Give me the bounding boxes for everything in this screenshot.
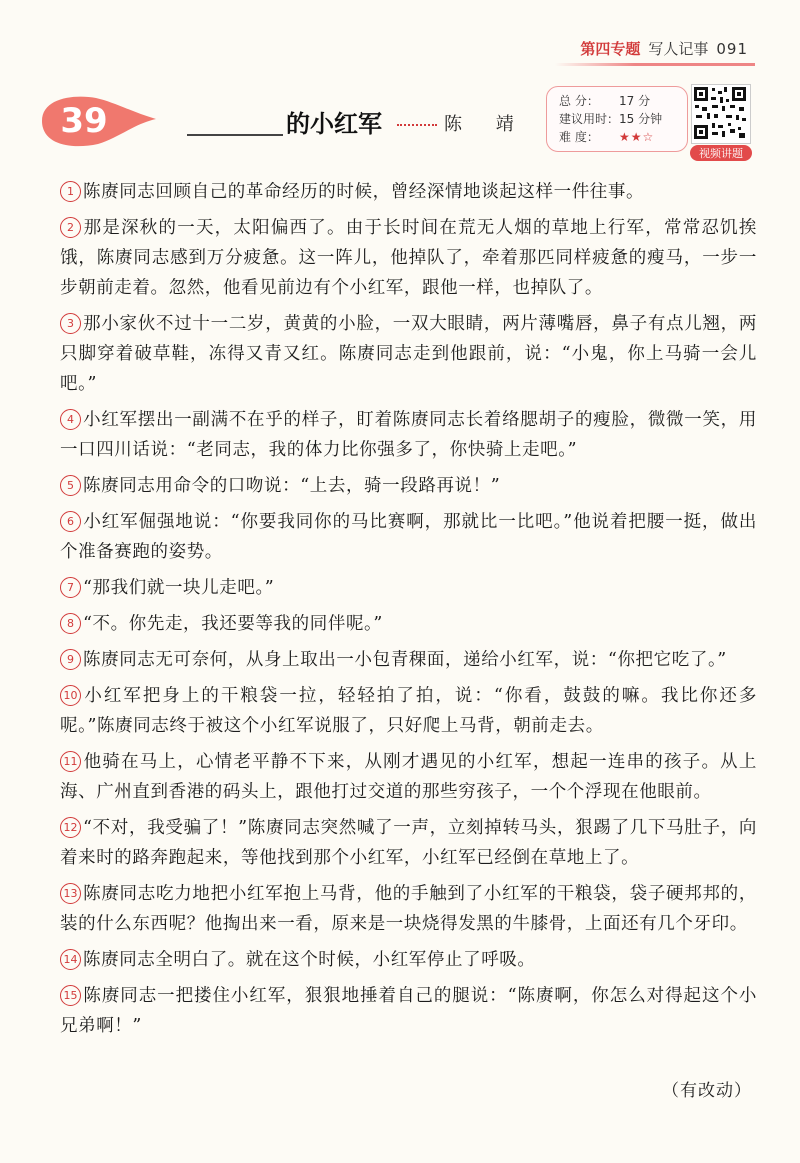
- paragraph-7: [60, 573, 757, 603]
- paragraph-number-badge: 12: [60, 817, 81, 838]
- paragraph-text: 陈赓同志全明白了。就在这个时候，小红军停止了呼吸。: [83, 950, 536, 970]
- paragraph-2: [60, 213, 757, 303]
- title-dotted-leader: [397, 124, 437, 126]
- paragraph-number-badge: 13: [60, 883, 81, 904]
- paragraph-12: [60, 813, 757, 873]
- paragraph-5: [60, 471, 757, 501]
- paragraph-10: [60, 681, 757, 741]
- paragraph-text: “不。你先走，我还要等我的同伴呢。”: [83, 614, 383, 634]
- article-body: [60, 177, 757, 1047]
- qr-code-icon[interactable]: [691, 84, 751, 144]
- paragraph-number-badge: 11: [60, 751, 81, 772]
- paragraph-9: [60, 645, 757, 675]
- paragraph-number-badge: 4: [60, 409, 81, 430]
- video-explanation-button[interactable]: 视频讲题: [690, 145, 752, 161]
- paragraph-text: “那我们就一块儿走吧。”: [83, 578, 275, 598]
- paragraph-number-badge: 15: [60, 985, 81, 1006]
- paragraph-text: 陈赓同志吃力地把小红军抱上马背，他的手触到了小红军的干粮袋，袋子硬邦邦的，装的什么东西呢？他掏出来一看，原来是一块烧得发黑的牛膝骨，上面还有几个牙印。: [60, 884, 757, 934]
- paragraph-4: [60, 405, 757, 465]
- paragraph-number-badge: 3: [60, 313, 81, 334]
- author-name: 陈 靖: [444, 114, 528, 135]
- lesson-number-badge: [34, 92, 158, 150]
- time-value: 15 分钟: [619, 112, 663, 126]
- paragraph-text: “不对，我受骗了！”陈赓同志突然喊了一声，立刻掉转马头，狠踢了几下马肚子，向着来时的路奔跑起来，等他找到那个小红军，小红军已经倒在草地上了。: [60, 818, 757, 868]
- section-label: 写人记事: [648, 40, 709, 58]
- paragraph-number-badge: 10: [60, 685, 81, 706]
- paragraph-8: [60, 609, 757, 639]
- difficulty-label: 难 度：: [559, 130, 599, 144]
- info-box: [546, 86, 688, 152]
- lesson-number: 39: [60, 101, 108, 141]
- paragraph-number-badge: 7: [60, 577, 81, 598]
- paragraph-text: 小红军摆出一副满不在乎的样子，盯着陈赓同志长着络腮胡子的瘦脸，微微一笑，用一口四川话说：“老同志，我的体力比你强多了，你快骑上走吧。”: [60, 410, 757, 460]
- info-difficulty-row: [559, 128, 654, 145]
- score-value: 17 分: [619, 94, 651, 108]
- paragraph-text: 陈赓同志回顾自己的革命经历的时候，曾经深情地谈起这样一件往事。: [83, 182, 645, 202]
- difficulty-stars-icon: ★★☆: [619, 130, 655, 144]
- paragraph-text: 陈赓同志一把搂住小红军，狠狠地捶着自己的腿说：“陈赓啊，你怎么对得起这个小兄弟啊！”: [60, 986, 757, 1036]
- paragraph-6: [60, 507, 757, 567]
- paragraph-text: 那小家伙不过十一二岁，黄黄的小脸，一双大眼睛，两片薄嘴唇，鼻子有点儿翘，两只脚穿着破草鞋，冻得又青又红。陈赓同志走到他跟前，说：“小鬼，你上马骑一会儿吧。”: [60, 314, 757, 394]
- paragraph-text: 那是深秋的一天，太阳偏西了。由于长时间在荒无人烟的草地上行军，常常忍饥挨饿，陈赓同志感到万分疲惫。这一阵儿，他掉队了，牵着那匹同样疲惫的瘦马，一步一步朝前走着。忽然，他看见前边有个小红军，跟他一样，也掉队了。: [60, 218, 757, 298]
- paragraph-11: [60, 747, 757, 807]
- info-score-row: [559, 92, 650, 109]
- paragraph-number-badge: 14: [60, 949, 81, 970]
- paragraph-number-badge: 1: [60, 181, 81, 202]
- info-time-row: [559, 110, 662, 127]
- running-header: [580, 38, 748, 59]
- page-number: 091: [716, 39, 748, 58]
- score-label: 总 分：: [559, 94, 599, 108]
- paragraph-number-badge: 5: [60, 475, 81, 496]
- paragraph-number-badge: 2: [60, 217, 81, 238]
- header-divider: [555, 63, 755, 66]
- topic-label: 第四专题: [580, 40, 641, 58]
- paragraph-text: 小红军倔强地说：“你要我同你的马比赛啊，那就比一比吧。”他说着把腰一挺，做出个准备赛跑的姿势。: [60, 512, 757, 562]
- paragraph-15: [60, 981, 757, 1041]
- paragraph-text: 陈赓同志用命令的口吻说：“上去，骑一段路再说！”: [83, 476, 501, 496]
- paragraph-number-badge: 9: [60, 649, 81, 670]
- paragraph-1: [60, 177, 757, 207]
- paragraph-13: [60, 879, 757, 939]
- paragraph-text: 他骑在马上，心情老平静不下来，从刚才遇见的小红军，想起一连串的孩子。从上海、广州直到香港的码头上，跟他打过交道的那些穷孩子，一个个浮现在他眼前。: [60, 752, 757, 802]
- lesson-title: 的小红军: [286, 109, 382, 138]
- paragraph-text: 陈赓同志无可奈何，从身上取出一小包青稞面，递给小红军，说：“你把它吃了。”: [83, 650, 727, 670]
- paragraph-3: [60, 309, 757, 399]
- paragraph-text: 小红军把身上的干粮袋一拉，轻轻拍了拍，说：“你看，鼓鼓的嘛。我比你还多呢。”陈赓同志终于被这个小红军说服了，只好爬上马背，朝前走去。: [60, 686, 757, 736]
- title-blank-line: [187, 134, 283, 136]
- source-note: （有改动）: [662, 1081, 752, 1101]
- paragraph-number-badge: 8: [60, 613, 81, 634]
- time-label: 建议用时：: [559, 112, 620, 126]
- paragraph-14: [60, 945, 757, 975]
- paragraph-number-badge: 6: [60, 511, 81, 532]
